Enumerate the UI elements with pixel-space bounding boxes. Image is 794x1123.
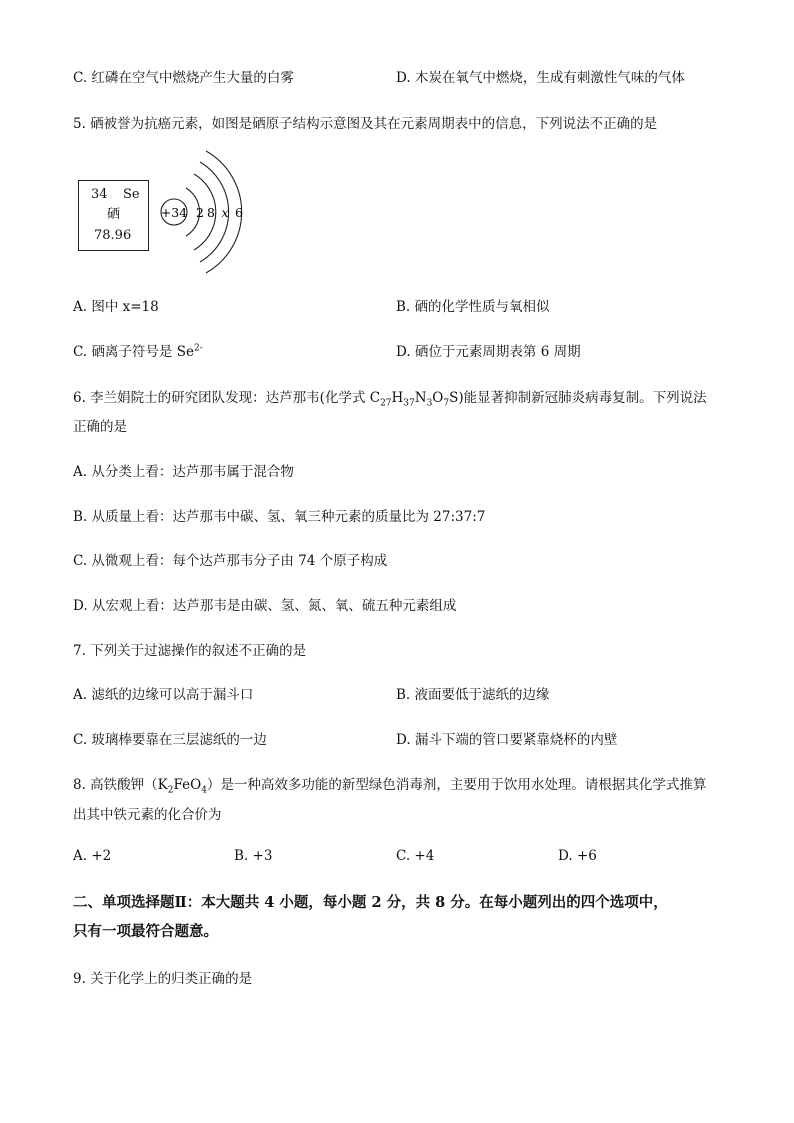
section-2-heading-line1: 二、单项选择题Ⅱ：本大题共 4 小题，每小题 2 分，共 8 分。在每小题列出的四个选项中， xyxy=(73,894,668,911)
q8-stem-line2: 出其中铁元素的化合价为 xyxy=(73,807,222,823)
q7-stem: 7. 下列关于过滤操作的叙述不正确的是 xyxy=(73,643,307,659)
q7-option-b: B. 液面要低于滤纸的边缘 xyxy=(396,687,550,703)
shell-2-electrons: 8 xyxy=(207,205,215,220)
periodic-table-cell xyxy=(78,180,149,251)
q7-option-c: C. 玻璃棒要靠在三层滤纸的一边 xyxy=(73,732,267,748)
q5-option-a: A. 图中 x=18 xyxy=(73,299,159,315)
shell-3-electrons: x xyxy=(221,205,229,220)
q5-option-c: C. 硒离子符号是 $Se^{2-}$ xyxy=(73,343,203,360)
element-symbol: Se xyxy=(123,187,140,202)
shell-4-electrons: 6 xyxy=(235,205,243,220)
atomic-mass: 78.96 xyxy=(94,228,132,243)
nucleus-charge: +34 xyxy=(160,205,188,220)
q6-stem-line1: 6. 李兰娟院士的研究团队发现：达芦那韦(化学式 $C_{27}H_{37}N_3O_7S$)能显著抑制新冠肺炎病毒复制。下列说法 xyxy=(73,390,707,409)
q4-option-c: C. 红磷在空气中燃烧产生大量的白雾 xyxy=(73,70,294,86)
atomic-structure-diagram xyxy=(158,148,258,278)
section-2-heading-line2: 只有一项最符合题意。 xyxy=(73,923,218,940)
q8-stem-line1: 8. 高铁酸钾$(K_2FeO_4)$是一种高效多功能的新型绿色消毒剂，主要用于饮用水处理。请根据其化学式推算 xyxy=(73,777,707,796)
q8-option-c: C. +4 xyxy=(396,848,435,864)
q6-stem-line2: 正确的是 xyxy=(73,419,127,435)
q6-option-a: A. 从分类上看：达芦那韦属于混合物 xyxy=(73,464,294,480)
q8-option-a: A. +2 xyxy=(73,848,112,864)
q6-option-b: B. 从质量上看：达芦那韦中碳、氢、氧三种元素的质量比为 27:37:7 xyxy=(73,509,486,525)
q6-option-c: C. 从微观上看：每个达芦那韦分子由 74 个原子构成 xyxy=(73,553,388,569)
q7-option-a: A. 滤纸的边缘可以高于漏斗口 xyxy=(73,687,254,703)
atomic-number: 34 xyxy=(91,187,108,202)
q6-option-d: D. 从宏观上看：达芦那韦是由碳、氢、氮、氧、硫五种元素组成 xyxy=(73,598,457,614)
q5-option-b: B. 硒的化学性质与氧相似 xyxy=(396,299,550,315)
q8-option-d: D. +6 xyxy=(558,848,597,864)
q7-option-d: D. 漏斗下端的管口要紧靠烧杯的内壁 xyxy=(396,732,618,748)
element-name: 硒 xyxy=(107,207,121,222)
q8-option-b: B. +3 xyxy=(234,848,273,864)
q5-option-d: D. 硒位于元素周期表第 6 周期 xyxy=(396,344,581,360)
q4-option-d: D. 木炭在氧气中燃烧，生成有刺激性气味的气体 xyxy=(396,70,685,86)
q9-stem: 9. 关于化学上的归类正确的是 xyxy=(73,971,253,987)
shell-1-electrons: 2 xyxy=(196,205,204,220)
q5-stem: 5. 硒被誉为抗癌元素，如图是硒原子结构示意图及其在元素周期表中的信息，下列说法不正确的是 xyxy=(73,116,658,132)
